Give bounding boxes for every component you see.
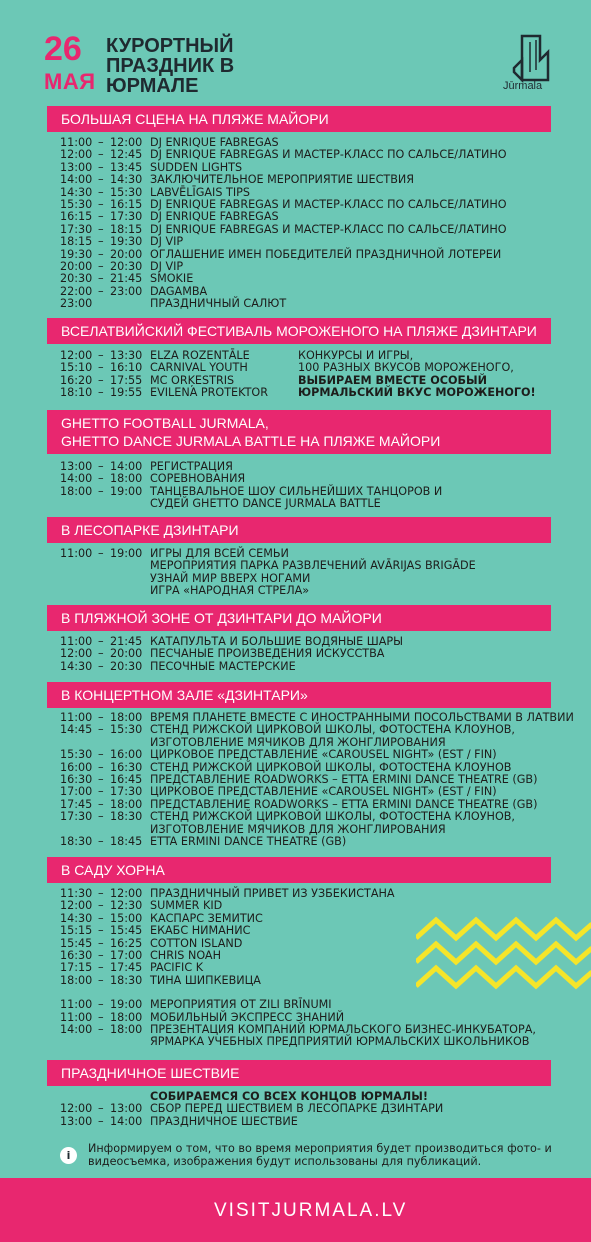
time-dash: – bbox=[98, 760, 104, 774]
time-dash: – bbox=[98, 210, 104, 224]
schedule-row bbox=[60, 286, 590, 298]
info-icon: i bbox=[60, 1147, 77, 1164]
start-time: 18:30 bbox=[60, 835, 93, 849]
event-name: ПРЕДСТАВЛЕНИЕ ROADWORKS – ETTA ERMINI DANCE THEATRE (GB) bbox=[150, 797, 538, 811]
event-name: ПРЕЗЕНТАЦИЯ КОМПАНИЙ ЮРМАЛЬСКОГО БИЗНЕС-ИНКУБАТОРА, bbox=[150, 1023, 536, 1037]
schedule-row bbox=[60, 236, 590, 248]
time-dash: – bbox=[98, 1114, 104, 1128]
start-time: 23:00 bbox=[60, 297, 93, 311]
schedule-list bbox=[60, 712, 590, 848]
time-dash: – bbox=[98, 361, 104, 375]
footer bbox=[0, 1178, 591, 1242]
end-time: 12:30 bbox=[110, 899, 143, 913]
start-time bbox=[60, 585, 98, 597]
time-dash bbox=[98, 1036, 110, 1048]
event-name: ПРЕДСТАВЛЕНИЕ ROADWORKS – ETTA ERMINI DANCE THEATRE (GB) bbox=[150, 773, 538, 787]
start-time: 15:10 bbox=[60, 361, 93, 375]
time-dash: – bbox=[98, 949, 104, 963]
end-time: 16:10 bbox=[110, 361, 143, 375]
event-name: ТИНА ШИПКЕВИЦА bbox=[150, 973, 261, 987]
time-dash: – bbox=[98, 961, 104, 975]
start-time: 11:00 bbox=[60, 547, 93, 560]
event-name: ЕКАБС НИМАНИС bbox=[150, 924, 251, 938]
start-time: 11:00 bbox=[60, 998, 93, 1012]
end-time: 12:45 bbox=[110, 148, 143, 162]
schedule-row bbox=[60, 648, 590, 660]
end-time: 18:00 bbox=[110, 1023, 143, 1037]
end-time: 16:00 bbox=[110, 748, 143, 762]
event-name: ИГРЫ ДЛЯ ВСЕЙ СЕМЬИ bbox=[150, 547, 289, 560]
start-time: 14:30 bbox=[60, 185, 93, 199]
end-time: 12:00 bbox=[110, 887, 143, 900]
schedule-list bbox=[60, 461, 590, 511]
start-time: 15:30 bbox=[60, 748, 93, 762]
start-time bbox=[60, 560, 98, 572]
time-dash: – bbox=[98, 284, 104, 298]
event-name: ИЗГОТОВЛЕНИЕ МЯЧИКОВ ДЛЯ ЖОНГЛИРОВАНИЯ bbox=[150, 735, 446, 749]
end-time: 18:45 bbox=[110, 835, 143, 849]
schedule-row bbox=[60, 473, 590, 485]
time-dash: – bbox=[98, 1102, 104, 1116]
end-time: 18:00 bbox=[110, 711, 143, 724]
start-time: 13:00 bbox=[60, 460, 93, 473]
schedule-list bbox=[60, 137, 590, 311]
end-time: 19:55 bbox=[110, 386, 143, 400]
start-time: 16:00 bbox=[60, 760, 93, 774]
end-time: 18:15 bbox=[110, 222, 143, 236]
end-time: 13:30 bbox=[110, 349, 143, 362]
time-dash: – bbox=[98, 460, 104, 473]
schedule-row bbox=[60, 149, 590, 161]
time-dash: – bbox=[98, 711, 104, 724]
start-time: 14:00 bbox=[60, 472, 93, 486]
start-time: 14:00 bbox=[60, 173, 93, 187]
start-time: 11:00 bbox=[60, 136, 93, 149]
event-name: COTTON ISLAND bbox=[150, 936, 243, 950]
section-title: В КОНЦЕРТНОМ ЗАЛЕ «ДЗИНТАРИ» bbox=[61, 687, 308, 703]
title-line: ПРАЗДНИК В bbox=[106, 55, 235, 77]
time-dash: – bbox=[98, 924, 104, 938]
event-name: DJ ENRIQUE FABREGAS bbox=[150, 210, 279, 224]
end-time: 21:45 bbox=[110, 272, 143, 286]
end-time: 15:30 bbox=[110, 185, 143, 199]
event-name: МЕРОПРИЯТИЯ ПАРКА РАЗВЛЕЧЕНИЙ AVĀRIJAS BRIGĀDE bbox=[150, 559, 476, 573]
start-time: 17:30 bbox=[60, 810, 93, 824]
event-note: 100 РАЗНЫХ ВКУСОВ МОРОЖЕНОГО, bbox=[298, 361, 514, 375]
zigzag-decoration bbox=[416, 910, 591, 1010]
start-time: 16:15 bbox=[60, 210, 93, 224]
time-dash: – bbox=[98, 235, 104, 249]
start-time: 12:00 bbox=[60, 647, 93, 661]
time-dash: – bbox=[98, 998, 104, 1012]
start-time: 18:15 bbox=[60, 235, 93, 249]
event-name: КАТАПУЛЬТА И БОЛЬШИЕ ВОДЯНЫЕ ШАРЫ bbox=[150, 635, 404, 648]
event-name: СОРЕВНОВАНИЯ bbox=[150, 472, 246, 486]
time-dash: – bbox=[98, 272, 104, 286]
start-time: 18:00 bbox=[60, 973, 93, 987]
event-name: ЗАКЛЮЧИТЕЛЬНОЕ МЕРОПРИЯТИЕ ШЕСТВИЯ bbox=[150, 173, 415, 187]
end-time: 12:00 bbox=[110, 136, 143, 149]
time-dash: – bbox=[98, 1023, 104, 1037]
time-dash: – bbox=[98, 247, 104, 261]
schedule-row bbox=[60, 1116, 590, 1128]
start-time: 15:45 bbox=[60, 936, 93, 950]
start-time: 20:30 bbox=[60, 272, 93, 286]
schedule-row bbox=[60, 811, 590, 823]
section-header bbox=[47, 106, 551, 132]
time-dash: – bbox=[98, 647, 104, 661]
event-name: ЦИРКОВОЕ ПРЕДСТАВЛЕНИЕ «CAROUSEL NIGHT» (EST / FIN) bbox=[150, 748, 497, 762]
time-dash: – bbox=[98, 373, 104, 387]
section-title: ВСЕЛАТВИЙСКИЙ ФЕСТИВАЛЬ МОРОЖЕНОГО НА ПЛЯЖЕ ДЗИНТАРИ bbox=[61, 323, 537, 339]
schedule-row bbox=[60, 560, 590, 572]
title-line: ЮРМАЛЕ bbox=[106, 75, 199, 97]
end-time: 16:30 bbox=[110, 760, 143, 774]
schedule-list bbox=[60, 1091, 590, 1128]
start-time bbox=[60, 1036, 98, 1048]
start-time: 16:30 bbox=[60, 773, 93, 787]
section-title: В ПЛЯЖНОЙ ЗОНЕ ОТ ДЗИНТАРИ ДО МАЙОРИ bbox=[61, 610, 382, 626]
event-name: МОБИЛЬНЫЙ ЭКСПРЕСС ЗНАНИЙ bbox=[150, 1010, 345, 1024]
event-name: ETTA ERMINI DANCE THEATRE (GB) bbox=[150, 835, 347, 849]
event-name: CHRIS NOAH bbox=[150, 949, 221, 963]
event-name: DJ ENRIQUE FABREGAS И МАСТЕР-КЛАСС ПО САЛЬСЕ/ЛАТИНО bbox=[150, 148, 507, 162]
page-title bbox=[106, 36, 234, 96]
start-time: 16:30 bbox=[60, 949, 93, 963]
title-line: КУРОРТНЫЙ bbox=[106, 35, 234, 57]
start-time: 13:00 bbox=[60, 160, 93, 174]
date-month: МАЯ bbox=[44, 69, 96, 94]
end-time: 16:15 bbox=[110, 198, 143, 212]
event-name: ПЕСОЧНЫЕ МАСТЕРСКИЕ bbox=[150, 659, 296, 673]
time-dash: – bbox=[98, 887, 104, 900]
start-time: 13:00 bbox=[60, 1114, 93, 1128]
time-dash: – bbox=[98, 547, 104, 560]
section-title: В САДУ ХОРНА bbox=[61, 862, 165, 878]
event-name: ПРАЗДНИЧНЫЙ ПРИВЕТ ИЗ УЗБЕКИСТАНА bbox=[150, 887, 395, 900]
section-title-line2: GHETTO DANCE JURMALA BATTLE НА ПЛЯЖЕ МАЙОРИ bbox=[61, 433, 441, 449]
time-dash: – bbox=[98, 136, 104, 149]
schedule-row bbox=[60, 661, 590, 673]
time-dash: – bbox=[98, 198, 104, 212]
schedule-row bbox=[60, 585, 590, 597]
end-time: 17:00 bbox=[110, 949, 143, 963]
end-time: 14:00 bbox=[110, 1114, 143, 1128]
end-time bbox=[110, 298, 150, 310]
end-time: 17:30 bbox=[110, 210, 143, 224]
event-name: УЗНАЙ МИР ВВЕРХ НОГАМИ bbox=[150, 571, 311, 585]
end-time: 17:45 bbox=[110, 961, 143, 975]
start-time: 18:00 bbox=[60, 484, 93, 498]
start-time: 15:30 bbox=[60, 198, 93, 212]
event-name: СУДЕЙ GHETTO DANCE JURMALA BATTLE bbox=[150, 497, 381, 511]
time-dash: – bbox=[98, 349, 104, 362]
start-time: 14:30 bbox=[60, 659, 93, 673]
section-header bbox=[47, 318, 551, 344]
schedule-row bbox=[60, 724, 590, 736]
end-time: 20:30 bbox=[110, 260, 143, 274]
schedule-row bbox=[60, 273, 590, 285]
start-time: 11:00 bbox=[60, 711, 93, 724]
event-name: СТЕНД РИЖСКОЙ ЦИРКОВОЙ ШКОЛЫ, ФОТОСТЕНА КЛОУНОВ, bbox=[150, 723, 515, 737]
end-time: 21:45 bbox=[110, 635, 143, 648]
time-dash: – bbox=[98, 810, 104, 824]
start-time: 17:15 bbox=[60, 961, 93, 975]
start-time: 14:00 bbox=[60, 1023, 93, 1037]
start-time: 18:10 bbox=[60, 386, 93, 400]
time-dash bbox=[98, 298, 110, 310]
event-name: ЦИРКОВОЕ ПРЕДСТАВЛЕНИЕ «CAROUSEL NIGHT» (EST / FIN) bbox=[150, 785, 497, 799]
event-name: СБОР ПЕРЕД ШЕСТВИЕМ В ЛЕСОПАРКЕ ДЗИНТАРИ bbox=[150, 1102, 444, 1116]
event-name: MC ORĶESTRIS bbox=[150, 373, 235, 387]
start-time: 17:00 bbox=[60, 785, 93, 799]
end-time: 19:30 bbox=[110, 235, 143, 249]
end-time: 15:00 bbox=[110, 911, 143, 925]
schedule-list bbox=[60, 548, 590, 598]
end-time: 14:30 bbox=[110, 173, 143, 187]
section-header bbox=[47, 410, 551, 454]
section-title: ПРАЗДНИЧНОЕ ШЕСТВИЕ bbox=[61, 1065, 240, 1081]
event-name: PACIFIC K bbox=[150, 961, 204, 975]
time-dash: – bbox=[98, 899, 104, 913]
schedule-row bbox=[60, 387, 590, 399]
schedule-row bbox=[60, 498, 590, 510]
event-name: ЯРМАРКА УЧЕБНЫХ ПРЕДПРИЯТИЙ ЮРМАЛЬСКИХ ШКОЛЬНИКОВ bbox=[150, 1035, 530, 1049]
time-dash: – bbox=[98, 659, 104, 673]
start-time: 12:00 bbox=[60, 148, 93, 162]
time-dash: – bbox=[98, 797, 104, 811]
end-time: 20:30 bbox=[110, 659, 143, 673]
end-time: 19:00 bbox=[110, 484, 143, 498]
event-name: EVILENA PROTEKTOR bbox=[150, 386, 269, 400]
schedule-row bbox=[60, 1103, 590, 1115]
event-name: LABVĒLĪGAIS TIPS bbox=[150, 185, 250, 199]
event-name: ИГРА «НАРОДНАЯ СТРЕЛА» bbox=[150, 584, 310, 598]
section-header bbox=[47, 1060, 551, 1086]
time-dash: – bbox=[98, 835, 104, 849]
time-dash: – bbox=[98, 785, 104, 799]
time-dash: – bbox=[98, 911, 104, 925]
time-dash: – bbox=[98, 936, 104, 950]
event-name: SUMMER KID bbox=[150, 899, 223, 913]
event-name: DJ ENRIQUE FABREGAS И МАСТЕР-КЛАСС ПО САЛЬСЕ/ЛАТИНО bbox=[150, 198, 507, 212]
event-name: DAGAMBA bbox=[150, 284, 208, 298]
end-time bbox=[110, 498, 150, 510]
end-time: 18:00 bbox=[110, 1010, 143, 1024]
end-time: 18:30 bbox=[110, 810, 143, 824]
start-time: 12:00 bbox=[60, 1102, 93, 1116]
time-dash: – bbox=[98, 160, 104, 174]
event-note: ВЫБИРАЕМ ВМЕСТЕ ОСОБЫЙ bbox=[298, 373, 487, 387]
time-dash bbox=[98, 573, 110, 585]
end-time bbox=[110, 585, 150, 597]
event-name: DJ ENRIQUE FABREGAS И МАСТЕР-КЛАСС ПО САЛЬСЕ/ЛАТИНО bbox=[150, 222, 507, 236]
time-dash bbox=[98, 498, 110, 510]
event-name: СТЕНД РИЖСКОЙ ЦИРКОВОЙ ШКОЛЫ, ФОТОСТЕНА КЛОУНОВ, bbox=[150, 810, 515, 824]
start-time bbox=[60, 498, 98, 510]
event-name: CARNIVAL YOUTH bbox=[150, 361, 248, 375]
end-time: 20:00 bbox=[110, 247, 143, 261]
time-dash: – bbox=[98, 748, 104, 762]
end-time: 14:00 bbox=[110, 460, 143, 473]
time-dash: – bbox=[98, 222, 104, 236]
time-dash: – bbox=[98, 973, 104, 987]
event-name: ПРАЗДНИЧНОЕ ШЕСТВИЕ bbox=[150, 1114, 298, 1128]
event-name: ИЗГОТОВЛЕНИЕ МЯЧИКОВ ДЛЯ ЖОНГЛИРОВАНИЯ bbox=[150, 822, 446, 836]
event-name: КАСПАРС ЗЕМИТИС bbox=[150, 911, 263, 925]
end-time bbox=[110, 1036, 150, 1048]
event-name: СТЕНД РИЖСКОЙ ЦИРКОВОЙ ШКОЛЫ, ФОТОСТЕНА КЛОУНОВ bbox=[150, 760, 512, 774]
start-time: 12:00 bbox=[60, 899, 93, 913]
time-dash: – bbox=[98, 260, 104, 274]
event-name: ОГЛАШЕНИЕ ИМЕН ПОБЕДИТЕЛЕЙ ПРАЗДНИЧНОЙ ЛОТЕРЕИ bbox=[150, 247, 502, 261]
schedule-row bbox=[60, 362, 590, 374]
event-note: ЮРМАЛЬСКИЙ ВКУС МОРОЖЕНОГО! bbox=[298, 386, 536, 400]
time-dash: – bbox=[98, 1010, 104, 1024]
start-time: 19:30 bbox=[60, 247, 93, 261]
end-time: 16:45 bbox=[110, 773, 143, 787]
start-time bbox=[60, 573, 98, 585]
schedule-list bbox=[60, 350, 590, 400]
event-name: МЕРОПРИЯТИЯ ОТ ZILI BRĪNUMI bbox=[150, 998, 332, 1012]
start-time: 15:15 bbox=[60, 924, 93, 938]
end-time: 18:30 bbox=[110, 973, 143, 987]
schedule-row bbox=[60, 836, 590, 848]
event-name: DJ VIP bbox=[150, 260, 184, 274]
start-time: 11:30 bbox=[60, 887, 93, 900]
start-time: 14:30 bbox=[60, 911, 93, 925]
schedule-row bbox=[60, 174, 590, 186]
event-name: SUDDEN LIGHTS bbox=[150, 160, 243, 174]
time-dash bbox=[98, 585, 110, 597]
event-note: КОНКУРСЫ И ИГРЫ, bbox=[298, 349, 414, 362]
end-time: 13:00 bbox=[110, 1102, 143, 1116]
end-time: 20:00 bbox=[110, 647, 143, 661]
start-time: 22:00 bbox=[60, 284, 93, 298]
schedule-row bbox=[60, 749, 590, 761]
start-time: 11:00 bbox=[60, 1010, 93, 1024]
event-name: SMOKIE bbox=[150, 272, 194, 286]
event-name: ELZA ROZENTĀLE bbox=[150, 349, 250, 362]
start-time: 12:00 bbox=[60, 349, 93, 362]
end-time: 19:00 bbox=[110, 998, 143, 1012]
start-time: 16:20 bbox=[60, 373, 93, 387]
section-title: В ЛЕСОПАРКЕ ДЗИНТАРИ bbox=[61, 522, 239, 538]
end-time: 13:45 bbox=[110, 160, 143, 174]
info-text: Информируем о том, что во время мероприятия будет производиться фото- и видеосъемка, изображения будут использованы для публикаций. bbox=[88, 1142, 552, 1168]
section-header bbox=[47, 517, 551, 543]
start-time: 17:30 bbox=[60, 222, 93, 236]
logo-text: Jūrmala bbox=[503, 80, 543, 92]
time-dash: – bbox=[98, 386, 104, 400]
section-header bbox=[47, 857, 551, 883]
end-time: 17:30 bbox=[110, 785, 143, 799]
schedule-row bbox=[60, 211, 590, 223]
time-dash: – bbox=[98, 484, 104, 498]
end-time bbox=[110, 560, 150, 572]
end-time: 16:25 bbox=[110, 936, 143, 950]
time-dash bbox=[98, 560, 110, 572]
date-day: 26 bbox=[44, 30, 82, 68]
end-time: 23:00 bbox=[110, 284, 143, 298]
event-name: ПРАЗДНИЧНЫЙ САЛЮТ bbox=[150, 297, 287, 311]
section-title: GHETTO FOOTBALL JURMALA, bbox=[61, 415, 269, 431]
time-dash: – bbox=[98, 185, 104, 199]
end-time: 17:55 bbox=[110, 373, 143, 387]
start-time: 11:00 bbox=[60, 635, 93, 648]
start-time: 14:45 bbox=[60, 723, 93, 737]
time-dash: – bbox=[98, 773, 104, 787]
event-name: ТАНЦЕВАЛЬНОЕ ШОУ СИЛЬНЕЙШИХ ТАНЦОРОВ И bbox=[150, 484, 443, 498]
schedule-row bbox=[60, 298, 590, 310]
schedule-list bbox=[60, 636, 590, 673]
time-dash: – bbox=[98, 148, 104, 162]
start-time: 17:45 bbox=[60, 797, 93, 811]
time-dash: – bbox=[98, 472, 104, 486]
event-name: РЕГИСТРАЦИЯ bbox=[150, 460, 233, 473]
schedule-row bbox=[60, 573, 590, 585]
schedule-row bbox=[60, 786, 590, 798]
header bbox=[0, 0, 591, 104]
end-time bbox=[110, 573, 150, 585]
end-time: 15:30 bbox=[110, 723, 143, 737]
section-title: БОЛЬШАЯ СЦЕНА НА ПЛЯЖЕ МАЙОРИ bbox=[61, 111, 329, 127]
website-link[interactable]: VISITJURMALA.LV bbox=[214, 1200, 408, 1221]
event-name: СОБИРАЕМСЯ СО ВСЕХ КОНЦОВ ЮРМАЛЫ! bbox=[150, 1090, 428, 1103]
event-name: DJ ENRIQUE FABREGAS bbox=[150, 136, 279, 149]
end-time: 19:00 bbox=[110, 547, 143, 560]
event-name: DJ VIP bbox=[150, 235, 184, 249]
time-dash: – bbox=[98, 723, 104, 737]
end-time: 18:00 bbox=[110, 472, 143, 486]
start-time: 20:00 bbox=[60, 260, 93, 274]
end-time: 18:00 bbox=[110, 797, 143, 811]
schedule-row bbox=[60, 1036, 590, 1048]
time-dash: – bbox=[98, 635, 104, 648]
section-header bbox=[47, 682, 551, 708]
event-name: ПЕСЧАНЫЕ ПРОИЗВЕДЕНИЯ ИСКУССТВА bbox=[150, 647, 385, 661]
time-dash: – bbox=[98, 173, 104, 187]
end-time: 15:45 bbox=[110, 924, 143, 938]
event-name: ВРЕМЯ ПЛАНЕТЕ ВМЕСТЕ С ИНОСТРАННЫМИ ПОСОЛЬСТВАМИ В ЛАТВИИ bbox=[150, 711, 574, 724]
section-header bbox=[47, 605, 551, 631]
